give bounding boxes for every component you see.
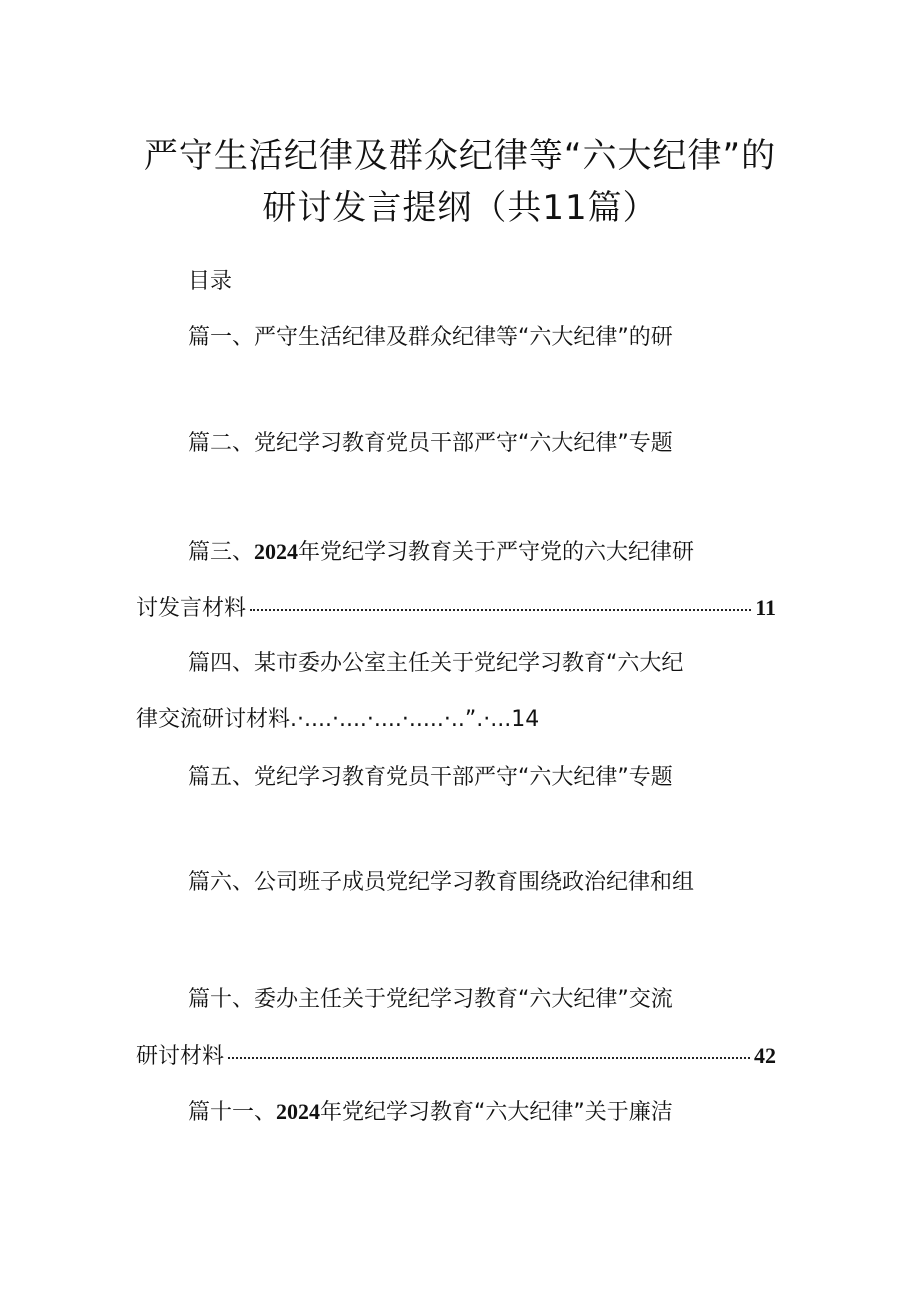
dot-leader [228,1057,750,1059]
toc-entry-7-page: 42 [754,1043,776,1068]
toc-entry-8-rest: 年党纪学习教育“六大纪律”关于廉洁 [320,1100,673,1125]
toc-heading: 目录 [188,269,233,294]
toc-entry-4[interactable]: 篇四、某市委办公室主任关于党纪学习教育“六大纪 [188,651,684,676]
toc-entry-2[interactable]: 篇二、党纪学习教育党员干部严守“六大纪律”专题 [188,431,673,456]
toc-entry-5[interactable]: 篇五、党纪学习教育党员干部严守“六大纪律”专题 [188,765,673,790]
toc-entry-8[interactable] [188,1096,673,1129]
toc-entry-8-year: 2024 [276,1099,321,1124]
document-title-line-2: 研讨发言提纲（共11篇） [262,188,658,228]
toc-entry-3-continuation[interactable] [136,592,776,625]
toc-entry-3-page: 11 [755,595,776,620]
toc-entry-3[interactable] [188,536,694,569]
dot-leader [250,609,751,611]
toc-entry-7-continuation[interactable] [136,1040,776,1073]
toc-entry-7-line2: 研讨材料 [136,1044,225,1069]
toc-entry-3-prefix: 篇三、 [188,540,255,565]
toc-entry-3-rest: 年党纪学习教育关于严守党的六大纪律研 [298,540,695,565]
toc-entry-4-line2[interactable]: 律交流研讨材料.·....·....·....·.....·..”.·...14 [136,707,540,732]
toc-entry-8-prefix: 篇十一、 [188,1100,277,1125]
toc-entry-1[interactable]: 篇一、严守生活纪律及群众纪律等“六大纪律”的研 [188,325,673,350]
toc-entry-3-year: 2024 [254,539,299,564]
toc-entry-6[interactable]: 篇六、公司班子成员党纪学习教育围绕政治纪律和组 [188,870,695,895]
toc-entry-7[interactable]: 篇十、委办主任关于党纪学习教育“六大纪律”交流 [188,987,673,1012]
toc-entry-3-line2: 讨发言材料 [136,596,247,621]
document-title-line-1: 严守生活纪律及群众纪律等“六大纪律”的 [143,136,777,176]
